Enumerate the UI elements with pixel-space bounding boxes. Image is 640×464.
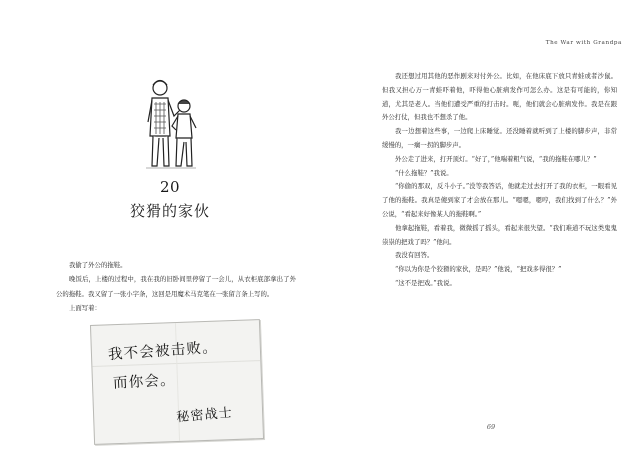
paragraph: “这不是把戏。”我说。 xyxy=(395,278,456,287)
running-head: The War with Grandpa xyxy=(545,40,622,46)
right-page xyxy=(320,0,640,464)
paragraph: 晚饭后，上楼的过程中，我在我的旧卧间里停留了一会儿，从衣柜底部拿出了外公的拖鞋。我又留了一张小字条，这回是用魔术马克笔在一张留言条上写的。 xyxy=(56,275,296,298)
chapter-title: 狡猾的家伙 xyxy=(129,202,210,220)
page-number: 69 xyxy=(486,423,496,431)
note-signature: 秘密战士 xyxy=(175,405,234,426)
note-line: 我不会被击败。 xyxy=(107,339,219,364)
paragraph: “什么拖鞋？”我说。 xyxy=(395,168,453,177)
paragraph: “你偷的那双，反斗小子。”没等我答话，他就走过去打开了我的衣柜，一眼看见了他的拖鞋。我真是傻到家了才会放在那儿。“嗯嗯，嗯哼，我们找到了什么？”外公说，“看起来好像某人的拖鞋啊。” xyxy=(382,182,617,218)
paragraph: 我一边想着这些事，一边爬上床睡觉。还没睡着就听到了上楼的脚步声，非常缓慢的，一瘸一拐的脚步声。 xyxy=(382,127,617,149)
handwritten-note xyxy=(90,319,264,445)
right-body-text xyxy=(382,70,617,291)
paragraph: 我偷了外公的拖鞋。 xyxy=(69,261,127,269)
chapter-illustration xyxy=(138,76,200,172)
paragraph: “你以为你是个狡猾的家伙，是吗？”他说，“把戏多得很？” xyxy=(395,265,562,274)
paragraph: 上面写着： xyxy=(69,304,101,313)
chapter-number: 20 xyxy=(159,178,181,196)
paragraph: 我还想过用其他的恶作剧来对付外公。比如，在他床底下放只青蛙或者沙鼠。但我又担心万一青蛙吓着他，吓得他心脏病发作可怎么办。这是有可能的，你知道，尤其是老人。当他们遭受严重的打击时。呃，他们就会心脏病发作。我是在跟外公打仗，但我也不想杀了他。 xyxy=(382,72,617,122)
note-line: 而你会。 xyxy=(112,372,177,392)
paragraph: 外公走了进来，打开顶灯。“好了，”他喘着粗气说，“我的拖鞋在哪儿？” xyxy=(395,154,597,163)
paragraph: 他拿起拖鞋，看着我，微微摇了摇头，看起来很失望。“我们难道不玩这类鬼鬼祟祟的把戏了吗？”他问。 xyxy=(382,223,617,246)
paragraph: 我没有回答。 xyxy=(395,251,434,260)
left-body-text xyxy=(56,258,296,316)
